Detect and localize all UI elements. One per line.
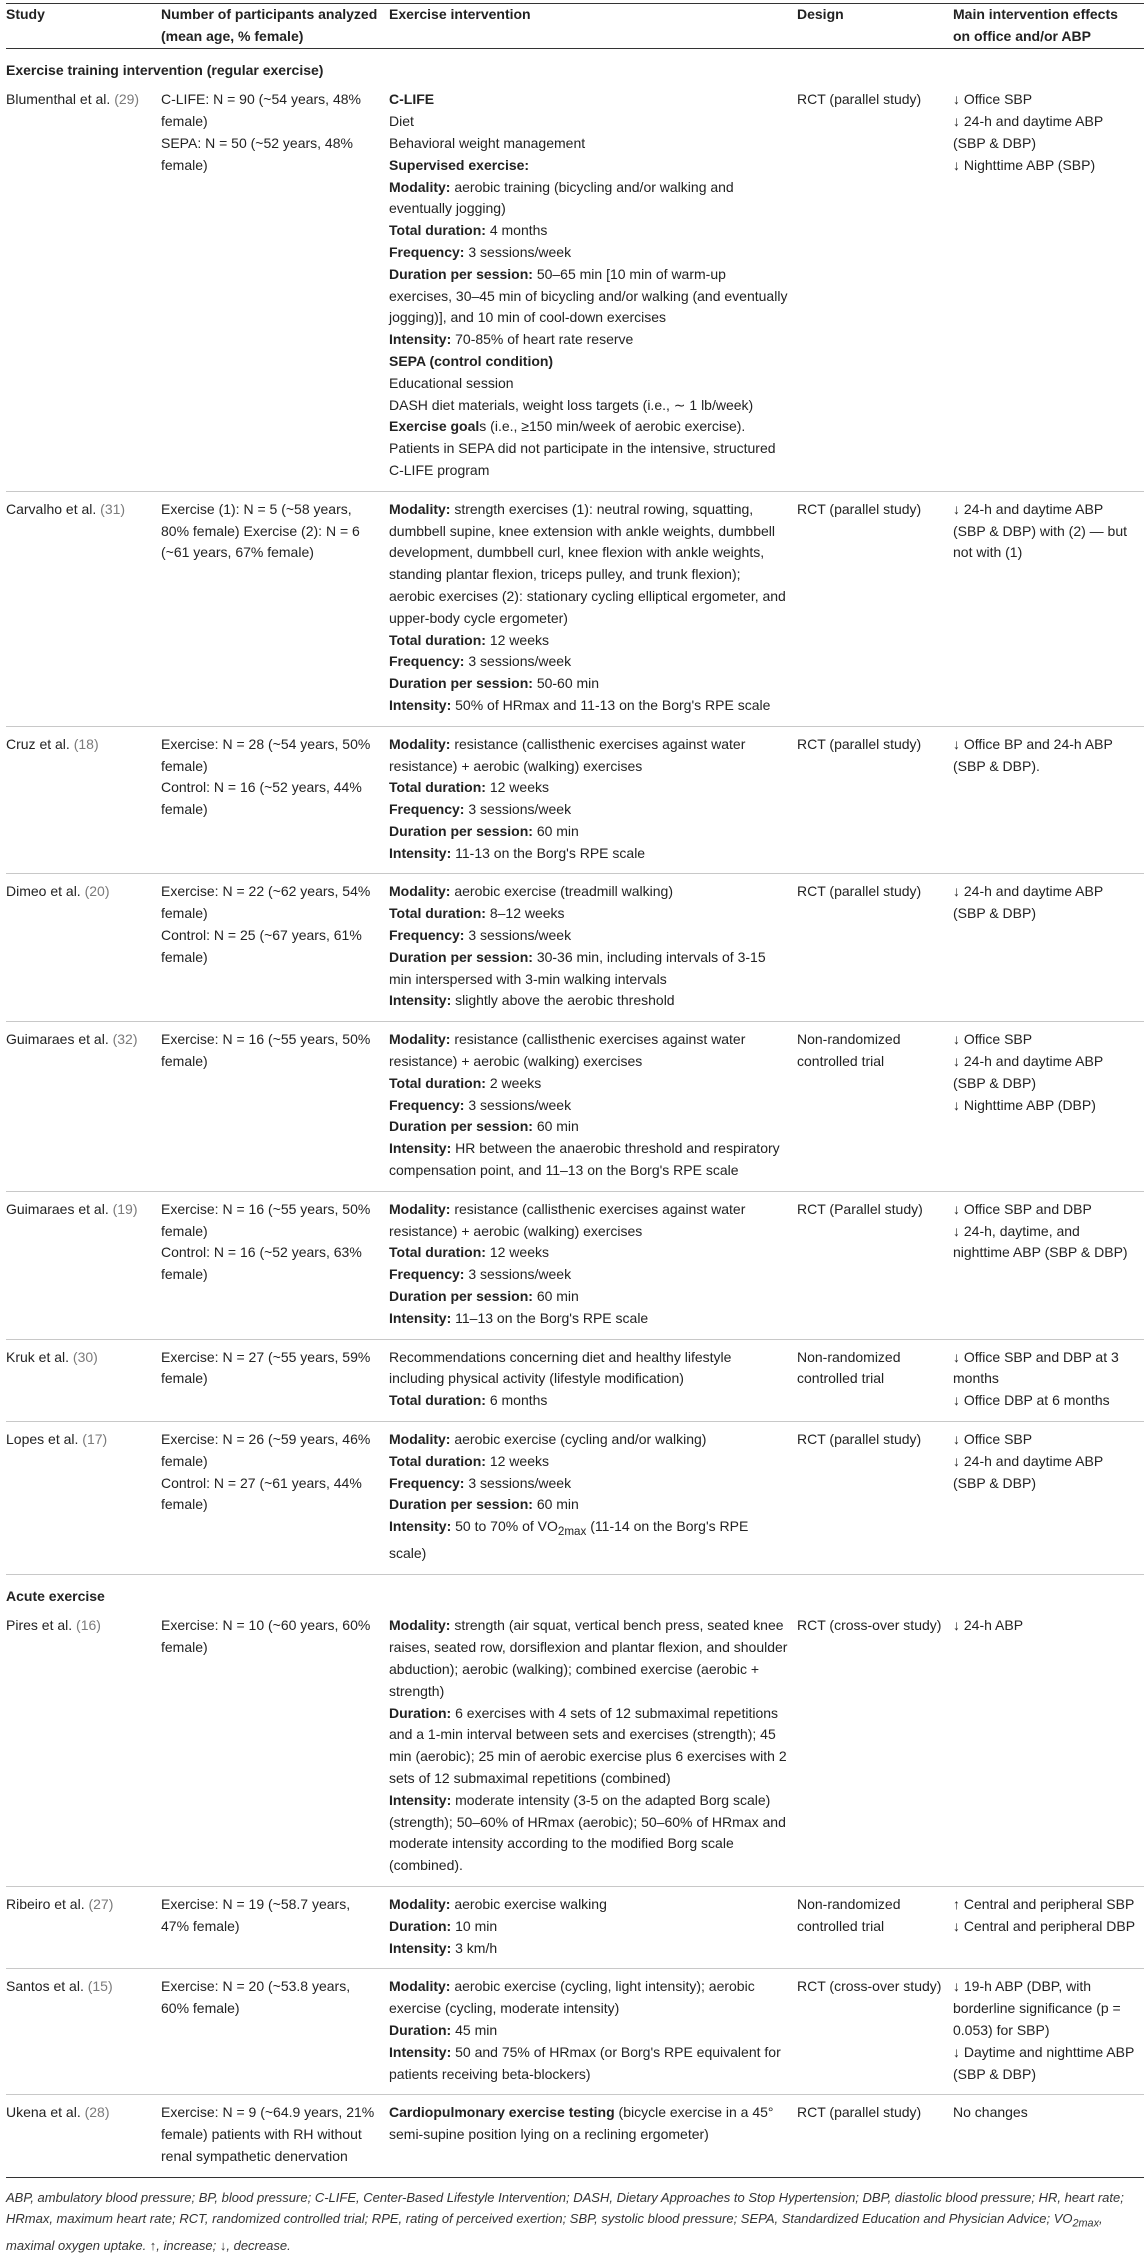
- frequency-label: Frequency:: [389, 1266, 465, 1283]
- study-cell: [6, 1022, 161, 1192]
- duration-value: 12 weeks: [489, 1244, 549, 1261]
- intervention-line: [389, 1894, 789, 1916]
- participants-cell: [161, 1422, 389, 1575]
- participants-line: Control: N = 16 (~52 years, 63% female): [161, 1244, 362, 1283]
- modality-value: resistance (callisthenic exercises against water resistance) + aerobic (walking) exercises: [389, 1200, 746, 1239]
- intervention-cell: [389, 726, 797, 874]
- participants-cell: Exercise: N = 19 (~58.7 years, 47% female): [161, 1886, 389, 1968]
- participants-cell: Exercise: N = 16 (~55 years, 50% female): [161, 1022, 389, 1192]
- frequency-label: Frequency:: [389, 243, 465, 260]
- effects-cell: [953, 1422, 1144, 1575]
- effects-cell: [953, 1022, 1144, 1192]
- effects-cell: [953, 1191, 1144, 1339]
- session-value: 50–65 min [10 min of warm-up exercises, 30–45 min of bicycling and/or walking (and eventually jogging)], and 10 min of cool-down exercises: [389, 265, 788, 326]
- table-row-guimaraes-19: [6, 1191, 1144, 1339]
- intensity-value: moderate intensity (3-5 on the adapted Borg scale) (strength); 50–60% of HRmax (aerobic); 50–60% of HRmax and moderate intensity according to the modified Borg scale (combined).: [389, 1791, 786, 1874]
- session-label: Duration per session:: [389, 948, 533, 965]
- modality-label: Modality:: [389, 735, 451, 752]
- intervention-line: [389, 1938, 789, 1960]
- footnote-text-end: , maximal oxygen uptake. ↑, increase; ↓, decrease.: [6, 2211, 1103, 2253]
- intensity-value: 3 km/h: [455, 1939, 498, 1956]
- duration-value: 8–12 weeks: [489, 905, 565, 922]
- session-label: Duration per session:: [389, 265, 533, 282]
- modality-value: resistance (callisthenic exercises against water resistance) + aerobic (walking) exercises: [389, 1031, 746, 1070]
- intervention-cell: [389, 874, 797, 1022]
- header-study: Study: [6, 4, 161, 49]
- intensity-value: 50% of HRmax and 11-13 on the Borg's RPE scale: [455, 696, 771, 713]
- design-cell: RCT (parallel study): [797, 82, 953, 491]
- participants-cell: [161, 726, 389, 874]
- study-name: Santos et al.: [6, 1978, 84, 1995]
- intervention-line: [389, 1916, 789, 1938]
- frequency-label: Frequency:: [389, 1096, 465, 1113]
- effect-line: ↓ 24-h, daytime, and nighttime ABP (SBP & DBP): [953, 1222, 1128, 1261]
- intervention-heading: Supervised exercise:: [389, 156, 530, 173]
- duration-label: Duration:: [389, 1704, 452, 1721]
- intervention-line: [389, 220, 789, 242]
- modality-value: aerobic exercise (cycling, light intensity); aerobic exercise (cycling, moderate intensity): [389, 1978, 755, 2017]
- reference-link[interactable]: (17): [82, 1431, 108, 1448]
- duration-value: 6 exercises with 4 sets of 12 submaximal repetitions and a 1-min interval between sets and exercises (strength); 45 min (aerobic); 25 min of aerobic exercise plus 6 exercises with 2 sets of 12 submaximal repetitions (combined): [389, 1704, 787, 1786]
- session-value: 30-36 min, including intervals of 3-15 min interspersed with 3-min walking intervals: [389, 948, 766, 987]
- intervention-line: [389, 990, 789, 1012]
- study-cell: [6, 1339, 161, 1421]
- participants-cell: Exercise (1): N = 5 (~58 years, 80% female) Exercise (2): N = 6 (~61 years, 67% female): [161, 491, 389, 726]
- testing-label: Cardiopulmonary exercise testing: [389, 2104, 615, 2121]
- frequency-value: 3 sessions/week: [468, 801, 572, 818]
- intensity-value: 50 to 70% of VO: [455, 1518, 558, 1535]
- intensity-label: Intensity:: [389, 844, 452, 861]
- reference-link[interactable]: (15): [87, 1978, 113, 1995]
- design-cell: Non-randomized controlled trial: [797, 1339, 953, 1421]
- table-row-blumenthal: [6, 82, 1144, 491]
- intervention-line: Behavioral weight management: [389, 134, 586, 151]
- reference-link[interactable]: (27): [88, 1895, 114, 1912]
- reference-link[interactable]: (31): [100, 500, 126, 517]
- intervention-cell: [389, 491, 797, 726]
- session-value: 60 min: [536, 1118, 579, 1135]
- intervention-line: [389, 1073, 789, 1095]
- study-cell: [6, 726, 161, 874]
- intensity-label: Intensity:: [389, 1309, 452, 1326]
- goals-value: s (i.e., ≥150 min/week of aerobic exercise).: [479, 418, 746, 435]
- effects-cell: No changes: [953, 2095, 1144, 2177]
- duration-value: 10 min: [455, 1917, 498, 1934]
- participants-line: SEPA: N = 50 (~52 years, 48% female): [161, 134, 353, 173]
- session-label: Duration per session:: [389, 1496, 533, 1513]
- duration-label: Total duration:: [389, 222, 486, 239]
- modality-value: aerobic exercise (cycling and/or walking): [454, 1431, 707, 1448]
- effects-cell: ↓ 24-h and daytime ABP (SBP & DBP): [953, 874, 1144, 1022]
- participants-line: Exercise: N = 16 (~55 years, 50% female): [161, 1200, 371, 1239]
- effects-cell: [953, 1886, 1144, 1968]
- modality-label: Modality:: [389, 1200, 451, 1217]
- intervention-line: [389, 881, 789, 903]
- intensity-label: Intensity:: [389, 1518, 452, 1535]
- session-label: Duration per session:: [389, 1118, 533, 1135]
- intervention-line: [389, 2020, 789, 2042]
- intervention-line: [389, 1429, 789, 1451]
- frequency-value: 3 sessions/week: [468, 1474, 572, 1491]
- table-row-lopes: [6, 1422, 1144, 1575]
- intervention-line: [389, 843, 789, 865]
- table-row-kruk: [6, 1339, 1144, 1421]
- study-cell: [6, 1191, 161, 1339]
- participants-cell: Exercise: N = 27 (~55 years, 59% female): [161, 1339, 389, 1421]
- intensity-value: 11-13 on the Borg's RPE scale: [455, 844, 646, 861]
- intervention-line: [389, 630, 789, 652]
- frequency-value: 3 sessions/week: [468, 1096, 572, 1113]
- study-cell: [6, 82, 161, 491]
- intervention-cell: [389, 1022, 797, 1192]
- study-cell: [6, 1969, 161, 2095]
- modality-label: Modality:: [389, 1895, 451, 1912]
- intensity-value: 50 and 75% of HRmax (or Borg's RPE equivalent for patients receiving beta-blockers): [389, 2043, 781, 2082]
- intervention-line: [389, 1615, 789, 1702]
- reference-link[interactable]: (20): [84, 883, 110, 900]
- duration-label: Total duration:: [389, 1244, 486, 1261]
- intervention-line: [389, 264, 789, 329]
- reference-link[interactable]: (30): [72, 1348, 98, 1365]
- participants-line: Control: N = 25 (~67 years, 61% female): [161, 927, 362, 965]
- intensity-value: 11–13 on the Borg's RPE scale: [455, 1309, 649, 1326]
- footnote-text: ABP, ambulatory blood pressure; BP, blood pressure; C-LIFE, Center-Based Lifestyle Intervention; DASH, Dietary Approaches to Stop Hypertension; DBP, diastolic blood pressure; HR, heart rate; HRmax, maximum heart rate; RCT, randomized controlled trial; RPE, rating of perceived exertion; SBP, systolic blood pressure; SEPA, Standardized Education and Physician Advice; VO: [6, 2190, 1124, 2226]
- effect-line: ↓ 19-h ABP (DBP, with borderline significance (p = 0.053) for SBP): [953, 1978, 1121, 2038]
- intervention-line: Educational session: [389, 374, 514, 391]
- frequency-value: 3 sessions/week: [468, 653, 572, 670]
- table-row-ribeiro: [6, 1886, 1144, 1968]
- intervention-line: [389, 903, 789, 925]
- modality-value: strength (air squat, vertical bench press, seated knee raises, seated row, dorsiflexion and plantar flexion, and shoulder abduction); aerobic (walking); combined exercise (aerobic + strength): [389, 1617, 788, 1699]
- design-cell: RCT (parallel study): [797, 491, 953, 726]
- study-name: Lopes et al.: [6, 1431, 79, 1448]
- study-cell: [6, 491, 161, 726]
- intervention-line: [389, 416, 789, 438]
- study-cell: [6, 1422, 161, 1575]
- intervention-cell: [389, 2095, 797, 2177]
- study-name: Dimeo et al.: [6, 883, 81, 900]
- intensity-label: Intensity:: [389, 1140, 452, 1157]
- intervention-line: [389, 242, 789, 264]
- intervention-heading: SEPA (control condition): [389, 352, 554, 369]
- study-cell: [6, 2095, 161, 2177]
- duration-label: Total duration:: [389, 779, 486, 796]
- reference-link[interactable]: (16): [76, 1617, 101, 1634]
- testing-value: (bicycle exercise in a 45° semi-supine position lying on a reclining ergometer): [389, 2104, 774, 2143]
- intervention-line: [389, 1473, 789, 1495]
- header-participants: Number of participants analyzed (mean age, % female): [161, 4, 389, 49]
- duration-value: 4 months: [489, 222, 548, 239]
- intervention-line: [389, 329, 789, 351]
- intervention-cell: [389, 1969, 797, 2095]
- modality-value: strength exercises (1): neutral rowing, squatting, dumbbell supine, knee extension with ankle weights, dumbbell development, dumbbell curl, knee flexion with ankle weights, standing plantar flexion, triceps pulley, and trunk flexion); aerobic exercises (2): stationary cycling elliptical ergometer, and upper-body cycle ergometer): [389, 500, 786, 626]
- modality-label: Modality:: [389, 1617, 451, 1634]
- duration-label: Duration:: [389, 1917, 452, 1934]
- design-cell: RCT (parallel study): [797, 1422, 953, 1575]
- intervention-cell: [389, 1422, 797, 1575]
- duration-label: Total duration:: [389, 1452, 486, 1469]
- participants-line: Exercise: N = 26 (~59 years, 46% female): [161, 1431, 371, 1469]
- table-row-ukena: [6, 2095, 1144, 2177]
- modality-label: Modality:: [389, 500, 451, 517]
- design-cell: RCT (parallel study): [797, 726, 953, 874]
- modality-label: Modality:: [389, 1978, 451, 1995]
- design-cell: RCT (cross-over study): [797, 1608, 953, 1886]
- session-label: Duration per session:: [389, 822, 533, 839]
- participants-line: Control: N = 27 (~61 years, 44% female): [161, 1474, 362, 1513]
- intervention-cell: [389, 1191, 797, 1339]
- effect-line: ↓ Office SBP and DBP at 3 months: [953, 1348, 1119, 1387]
- intervention-line: [389, 1029, 789, 1073]
- intervention-line: [389, 1451, 789, 1473]
- table-row-cruz: [6, 726, 1144, 874]
- intervention-line: [389, 499, 789, 630]
- table-footnote: [6, 2187, 1138, 2256]
- effect-line: ↓ Nighttime ABP (SBP): [953, 156, 1096, 173]
- participants-line: Exercise: N = 22 (~62 years, 54% female): [161, 883, 371, 922]
- effects-cell: ↓ Office BP and 24-h ABP (SBP & DBP).: [953, 726, 1144, 874]
- effect-line: ↓ 24-h and daytime ABP (SBP & DBP): [953, 113, 1103, 151]
- duration-label: Total duration:: [389, 1074, 486, 1091]
- intervention-heading: C-LIFE: [389, 91, 435, 108]
- intervention-line: [389, 1242, 789, 1264]
- study-name: Kruk et al.: [6, 1348, 70, 1365]
- intervention-line: Diet: [389, 113, 414, 130]
- intervention-line: [389, 695, 789, 717]
- intervention-line: [389, 1138, 789, 1182]
- modality-value: aerobic exercise (treadmill walking): [454, 883, 673, 900]
- section-title-training: Exercise training intervention (regular exercise): [6, 61, 324, 78]
- section-title-acute: Acute exercise: [6, 1587, 105, 1604]
- intervention-line: [389, 799, 789, 821]
- session-value: 50-60 min: [536, 675, 600, 692]
- session-value: 60 min: [536, 1496, 579, 1513]
- intensity-value-rest: (11-14 on the Borg's RPE scale): [389, 1518, 749, 1561]
- intervention-line: [389, 1390, 789, 1412]
- study-name: Blumenthal et al.: [6, 91, 111, 108]
- frequency-label: Frequency:: [389, 927, 465, 944]
- duration-value: 45 min: [455, 2021, 498, 2038]
- effect-line: ↓ 24-h and daytime ABP (SBP & DBP): [953, 1053, 1103, 1091]
- header-row: [6, 4, 1144, 49]
- intervention-line: [389, 2042, 789, 2086]
- intervention-cell: [389, 82, 797, 491]
- duration-label: Total duration:: [389, 905, 486, 922]
- session-value: 60 min: [536, 1288, 579, 1305]
- intensity-label: Intensity:: [389, 2043, 452, 2060]
- effect-line: ↓ Office SBP and DBP: [953, 1200, 1092, 1217]
- intervention-line: [389, 1494, 789, 1516]
- intervention-line: [389, 177, 789, 221]
- effect-line: ↑ Central and peripheral SBP: [953, 1895, 1135, 1912]
- study-cell: [6, 1886, 161, 1968]
- duration-value: 6 months: [489, 1392, 548, 1409]
- study-cell: [6, 874, 161, 1022]
- studies-table: [6, 3, 1144, 2178]
- table-row-pires: [6, 1608, 1144, 1886]
- design-cell: Non-randomized controlled trial: [797, 1022, 953, 1192]
- design-cell: RCT (cross-over study): [797, 1969, 953, 2095]
- intervention-line: [389, 734, 789, 778]
- modality-label: Modality:: [389, 883, 451, 900]
- reference-link[interactable]: (29): [114, 91, 140, 108]
- participants-cell: Exercise: N = 9 (~64.9 years, 21% female) patients with RH without renal sympathetic denervation: [161, 2095, 389, 2177]
- intervention-line: [389, 1790, 789, 1877]
- effect-line: ↓ Office DBP at 6 months: [953, 1392, 1110, 1409]
- duration-value: 12 weeks: [489, 631, 549, 648]
- effect-line: ↓ Office SBP: [953, 91, 1033, 108]
- duration-label: Total duration:: [389, 1392, 486, 1409]
- goals-label: Exercise goal: [389, 418, 480, 435]
- intervention-line: [389, 651, 789, 673]
- modality-label: Modality:: [389, 1031, 451, 1048]
- intervention-line: [389, 1095, 789, 1117]
- study-name: Carvalho et al.: [6, 500, 97, 517]
- intervention-line: [389, 947, 789, 991]
- intervention-line: [389, 1976, 789, 2020]
- intervention-line: [389, 1264, 789, 1286]
- effects-cell: ↓ 24-h and daytime ABP (SBP & DBP) with (2) — but not with (1): [953, 491, 1144, 726]
- reference-link[interactable]: (19): [112, 1200, 138, 1217]
- intensity-value: 70-85% of heart rate reserve: [455, 331, 634, 348]
- duration-value: 12 weeks: [489, 1452, 549, 1469]
- intervention-line: [389, 925, 789, 947]
- participants-line: Control: N = 16 (~52 years, 44% female): [161, 779, 362, 818]
- intervention-line: Patients in SEPA did not participate in the intensive, structured C-LIFE program: [389, 440, 776, 478]
- intervention-cell: [389, 1886, 797, 1968]
- modality-value: aerobic training (bicycling and/or walking and eventually jogging): [389, 178, 734, 217]
- duration-value: 12 weeks: [489, 779, 549, 796]
- intervention-line: [389, 1286, 789, 1308]
- intensity-value: slightly above the aerobic threshold: [455, 992, 675, 1009]
- reference-link[interactable]: (32): [112, 1031, 138, 1048]
- study-name: Guimaraes et al.: [6, 1031, 109, 1048]
- design-cell: RCT (parallel study): [797, 874, 953, 1022]
- intervention-line: [389, 1116, 789, 1138]
- intervention-cell: [389, 1339, 797, 1421]
- study-name: Guimaraes et al.: [6, 1200, 109, 1217]
- participants-cell: [161, 874, 389, 1022]
- study-name: Ukena et al.: [6, 2104, 81, 2121]
- intervention-line: Recommendations concerning diet and healthy lifestyle including physical activity (lifestyle modification): [389, 1348, 732, 1387]
- frequency-label: Frequency:: [389, 653, 465, 670]
- table-row-carvalho: [6, 491, 1144, 726]
- participants-line: Exercise: N = 28 (~54 years, 50% female): [161, 735, 371, 774]
- intensity-label: Intensity:: [389, 992, 452, 1009]
- study-name: Cruz et al.: [6, 735, 70, 752]
- session-label: Duration per session:: [389, 675, 533, 692]
- header-effects: Main intervention effects on office and/or ABP: [953, 4, 1144, 49]
- effect-line: ↓ Office SBP: [953, 1031, 1033, 1048]
- intervention-line: [389, 1199, 789, 1243]
- intervention-line: [389, 777, 789, 799]
- table-row-dimeo: [6, 874, 1144, 1022]
- modality-value: aerobic exercise walking: [454, 1895, 607, 1912]
- session-label: Duration per session:: [389, 1288, 533, 1305]
- study-name: Pires et al.: [6, 1617, 73, 1634]
- header-design: Design: [797, 4, 953, 49]
- section-row-training: [6, 48, 1144, 82]
- header-intervention: Exercise intervention: [389, 4, 797, 49]
- reference-link[interactable]: (18): [73, 735, 99, 752]
- frequency-label: Frequency:: [389, 1474, 465, 1491]
- reference-link[interactable]: (28): [84, 2104, 110, 2121]
- participants-cell: [161, 1191, 389, 1339]
- modality-label: Modality:: [389, 1431, 451, 1448]
- intensity-label: Intensity:: [389, 1939, 452, 1956]
- design-cell: RCT (parallel study): [797, 2095, 953, 2177]
- study-cell: [6, 1608, 161, 1886]
- design-cell: Non-randomized controlled trial: [797, 1886, 953, 1968]
- intensity-subscript: 2max: [557, 1525, 587, 1538]
- participants-cell: [161, 82, 389, 491]
- intensity-label: Intensity:: [389, 696, 452, 713]
- participants-line: C-LIFE: N = 90 (~54 years, 48% female): [161, 91, 361, 130]
- intensity-label: Intensity:: [389, 1791, 452, 1808]
- effects-cell: ↓ 24-h ABP: [953, 1608, 1144, 1886]
- effect-line: ↓ Daytime and nighttime ABP (SBP & DBP): [953, 2043, 1135, 2082]
- effect-line: ↓ 24-h and daytime ABP (SBP & DBP): [953, 1452, 1103, 1491]
- intervention-line: [389, 1703, 789, 1790]
- session-value: 60 min: [536, 822, 579, 839]
- frequency-value: 3 sessions/week: [468, 1266, 572, 1283]
- modality-value: resistance (callisthenic exercises against water resistance) + aerobic (walking) exercises: [389, 735, 746, 774]
- effect-line: ↓ Office SBP: [953, 1431, 1033, 1448]
- table-row-guimaraes-32: [6, 1022, 1144, 1192]
- intervention-line: [389, 2102, 789, 2146]
- study-name: Ribeiro et al.: [6, 1895, 85, 1912]
- design-cell: RCT (Parallel study): [797, 1191, 953, 1339]
- modality-label: Modality:: [389, 178, 451, 195]
- duration-label: Total duration:: [389, 631, 486, 648]
- intervention-line: [389, 1308, 789, 1330]
- effects-cell: [953, 1339, 1144, 1421]
- participants-cell: Exercise: N = 20 (~53.8 years, 60% female): [161, 1969, 389, 2095]
- participants-cell: Exercise: N = 10 (~60 years, 60% female): [161, 1608, 389, 1886]
- footnote-subscript: 2max: [1072, 2217, 1099, 2230]
- effects-cell: [953, 82, 1144, 491]
- intervention-cell: [389, 1608, 797, 1886]
- section-row-acute: [6, 1574, 1144, 1608]
- intervention-line: DASH diet materials, weight loss targets (i.e., ∼ 1 lb/week): [389, 396, 754, 413]
- frequency-value: 3 sessions/week: [468, 243, 572, 260]
- duration-label: Duration:: [389, 2021, 452, 2038]
- intensity-label: Intensity:: [389, 331, 452, 348]
- duration-value: 2 weeks: [489, 1074, 542, 1091]
- intervention-line: [389, 673, 789, 695]
- intensity-value: HR between the anaerobic threshold and respiratory compensation point, and 11–13 on the Borg's RPE scale: [389, 1140, 780, 1179]
- intervention-line: [389, 821, 789, 843]
- frequency-value: 3 sessions/week: [468, 927, 572, 944]
- table-row-santos: [6, 1969, 1144, 2095]
- effect-line: ↓ Central and peripheral DBP: [953, 1917, 1136, 1934]
- frequency-label: Frequency:: [389, 801, 465, 818]
- intervention-line: [389, 1516, 789, 1564]
- effects-cell: [953, 1969, 1144, 2095]
- effect-line: ↓ Nighttime ABP (DBP): [953, 1096, 1096, 1113]
